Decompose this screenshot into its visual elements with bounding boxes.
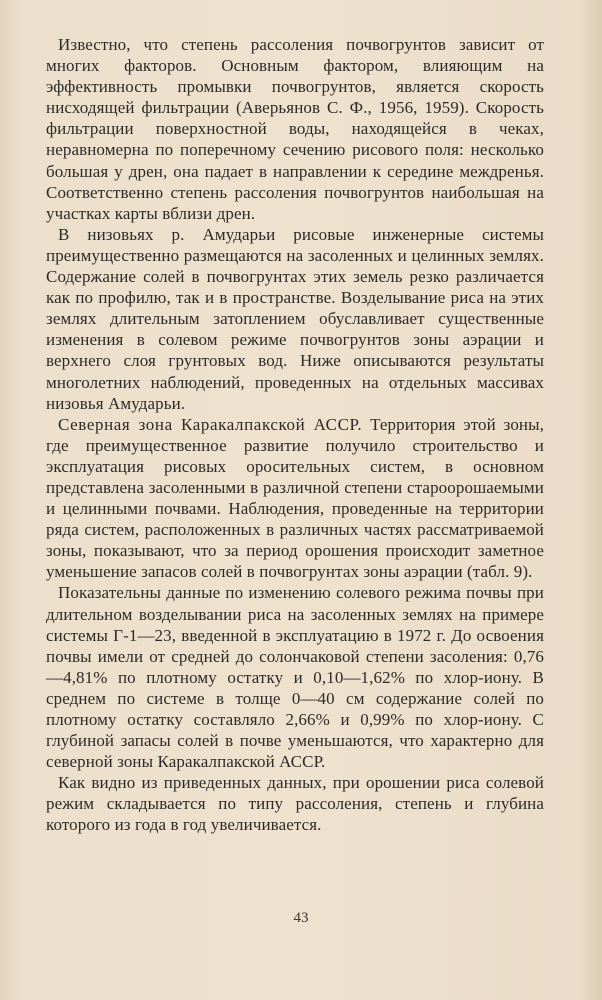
paragraph-1: Известно, что степень рассоления почвогрунтов зависит от многих факторов. Основным фактором, влияющим на эффективность промывки почвогрунтов, является скорость нисходящей фильтрации (Аверьянов С. Ф., 1956, 1959). Скорость фильтрации поверхностной воды, находящейся в чеках, неравномерна по поперечному сечению рисового поля: несколько большая у дрен, она падает в направлении к середине междренья. Соответственно степень рассоления почвогрунтов наибольшая на участках карты вблизи дрен.	[46, 35, 544, 223]
page-number: 43	[293, 910, 309, 926]
paragraph-4: Показательны данные по изменению солевого режима почвы при длительном возделывании риса на засоленных землях на примере системы Г-1—23, введенной в эксплуатацию в 1972 г. До освоения почвы имели от средней до солончаковой степени засоления: 0,76—4,81% по плотному остатку и 0,10—1,62% по хлор-иону. В среднем по системе в толще 0—40 см содержание солей по плотному остатку составляло 2,66% и 0,99% по хлор-иону. С глубиной запасы солей в почве уменьшаются, что характерно для северной зоны Каракалпакской АССР.	[46, 583, 544, 772]
body-text	[46, 34, 544, 836]
paragraph-5: Как видно из приведенных данных, при орошении риса солевой режим складывается по типу рассоления, степень и глубина которого из года в год увеличивается.	[46, 773, 544, 835]
section-heading: Северная зона Каракалпакской АССР.	[58, 414, 363, 434]
paragraph-3	[46, 414, 544, 583]
paragraph-3-text: Территория этой зоны, где преимущественное развитие получило строительство и эксплуатация рисовых оросительных систем, в основном представлена засоленными в различной степени староорошаемыми и целинными почвами. Наблюдения, проведенные на территории ряда систем, расположенных в различных частях рассматриваемой зоны, показывают, что за период орошения происходит заметное уменьшение запасов солей в почвогрунтах зоны аэрации (табл. 9).	[46, 414, 545, 582]
paragraph-2: В низовьях р. Амударьи рисовые инженерные системы преимущественно размещаются на засоленных и целинных землях. Содержание солей в почвогрунтах этих земель резко различается как по профилю, так и в пространстве. Возделывание риса на этих землях длительным затоплением обуславливает существенные изменения в солевом режиме почвогрунтов зоны аэрации и верхнего слоя грунтовых вод. Ниже описываются результаты многолетних наблюдений, проведенных на отдельных массивах низовья Амударьи.	[46, 224, 544, 413]
